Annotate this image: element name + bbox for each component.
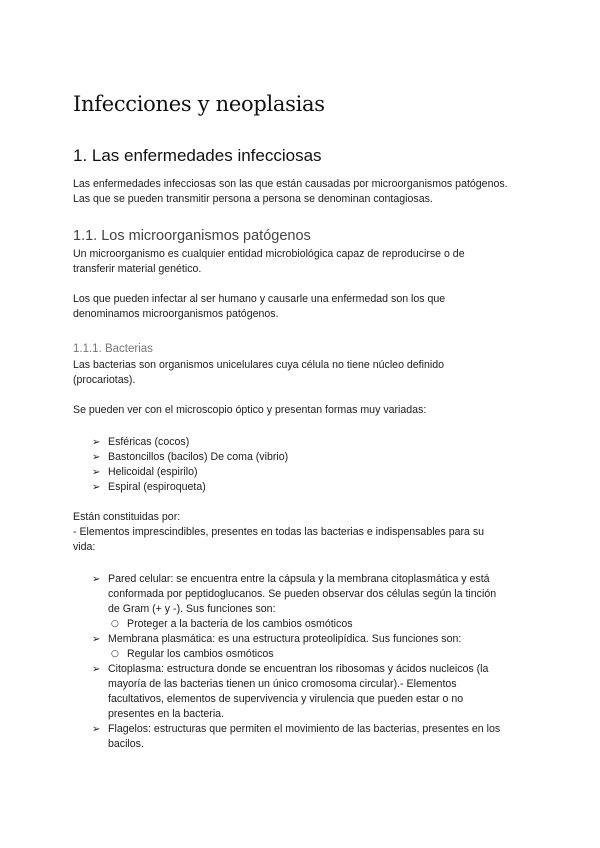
microorganism-definition-line: Un microorganismo es cualquier entidad microbiológica capaz de reproducirse o de bbox=[73, 248, 465, 260]
pathogen-definition-line: Los que pueden infectar al ser humano y causarle una enfermedad son los que bbox=[73, 293, 446, 305]
document-content bbox=[73, 92, 533, 752]
arrow-bullet-icon: ➢ bbox=[92, 634, 101, 645]
microorganism-definition-line: transferir material genético. bbox=[73, 263, 202, 275]
list-item: ○ Regular los cambios osmóticos bbox=[111, 648, 274, 660]
circle-bullet-icon: ○ bbox=[111, 649, 119, 659]
membrana-functions-list bbox=[73, 647, 533, 662]
section-1-paragraph-line: Las enfermedades infecciosas son las que están causadas por microorganismos patógenos. bbox=[73, 178, 508, 190]
document-title: Infecciones y neoplasias bbox=[73, 92, 325, 116]
list-item: ➢ Espiral (espiroqueta) bbox=[92, 481, 206, 493]
bacteria-intro-line: (procariotas). bbox=[73, 374, 136, 386]
section-1-paragraph-line: Las que se pueden transmitir persona a persona se denominan contagiosas. bbox=[73, 193, 433, 205]
arrow-bullet-icon: ➢ bbox=[92, 467, 101, 478]
arrow-bullet-icon: ➢ bbox=[92, 664, 101, 675]
arrow-bullet-icon: ➢ bbox=[92, 452, 101, 463]
section-heading-1-1-1: 1.1.1. Bacterias bbox=[73, 343, 153, 355]
constituted-line: - Elementos imprescindibles, presentes en todas las bacterias e indispensables para su bbox=[73, 526, 485, 538]
circle-bullet-icon: ○ bbox=[111, 619, 119, 629]
microscope-line: Se pueden ver con el microscopio óptico y presentan formas muy variadas: bbox=[73, 404, 427, 416]
list-item-flagelos: ➢ Flagelos: estructuras que permiten el movimiento de las bacterias, presentes en los bacilos. bbox=[92, 723, 501, 750]
list-item: ➢ Helicoidal (espirilo) bbox=[92, 466, 198, 478]
bacteria-elements-list-membrana bbox=[73, 632, 533, 647]
bacteria-elements-list bbox=[73, 572, 533, 617]
pathogen-definition-line: denominamos microorganismos patógenos. bbox=[73, 308, 279, 320]
list-item-pared-celular: ➢ Pared celular: se encuentra entre la cápsula y la membrana citoplasmática y está conformada por peptidoglucanos. Se pueden observar dos células según la tinción de Gram (+ y -). Sus funciones son: bbox=[92, 573, 497, 615]
section-heading-1-1: 1.1. Los microorganismos patógenos bbox=[73, 228, 311, 244]
arrow-bullet-icon: ➢ bbox=[92, 574, 101, 585]
pared-functions-list bbox=[73, 617, 533, 632]
list-item: ➢ Bastoncillos (bacilos) De coma (vibrio) bbox=[92, 451, 289, 463]
arrow-bullet-icon: ➢ bbox=[92, 482, 101, 493]
list-item-membrana: ➢ Membrana plasmática: es una estructura proteolipídica. Sus funciones son: bbox=[92, 633, 462, 645]
bacteria-intro-line: Las bacterias son organismos unicelulares cuya célula no tiene núcleo definido bbox=[73, 359, 445, 371]
constituted-line: Están constituidas por: bbox=[73, 511, 181, 523]
list-item: ○ Proteger a la bacteria de los cambios osmóticos bbox=[111, 618, 353, 630]
arrow-bullet-icon: ➢ bbox=[92, 437, 101, 448]
section-heading-1: 1. Las enfermedades infecciosas bbox=[73, 146, 322, 165]
arrow-bullet-icon: ➢ bbox=[92, 724, 101, 735]
bacteria-forms-list bbox=[73, 435, 533, 495]
bacteria-elements-list-rest bbox=[73, 662, 533, 752]
list-item: ➢ Esféricas (cocos) bbox=[92, 436, 190, 448]
list-item-citoplasma: ➢ Citoplasma: estructura donde se encuentran los ribosomas y ácidos nucleicos (la mayoría de las bacterias tienen un único cromosoma circular).- Elementos facultativos, elementos de supervivencia y virulencia que pueden estar o no presentes en la bacteria. bbox=[92, 663, 489, 720]
constituted-line: vida: bbox=[73, 541, 96, 553]
